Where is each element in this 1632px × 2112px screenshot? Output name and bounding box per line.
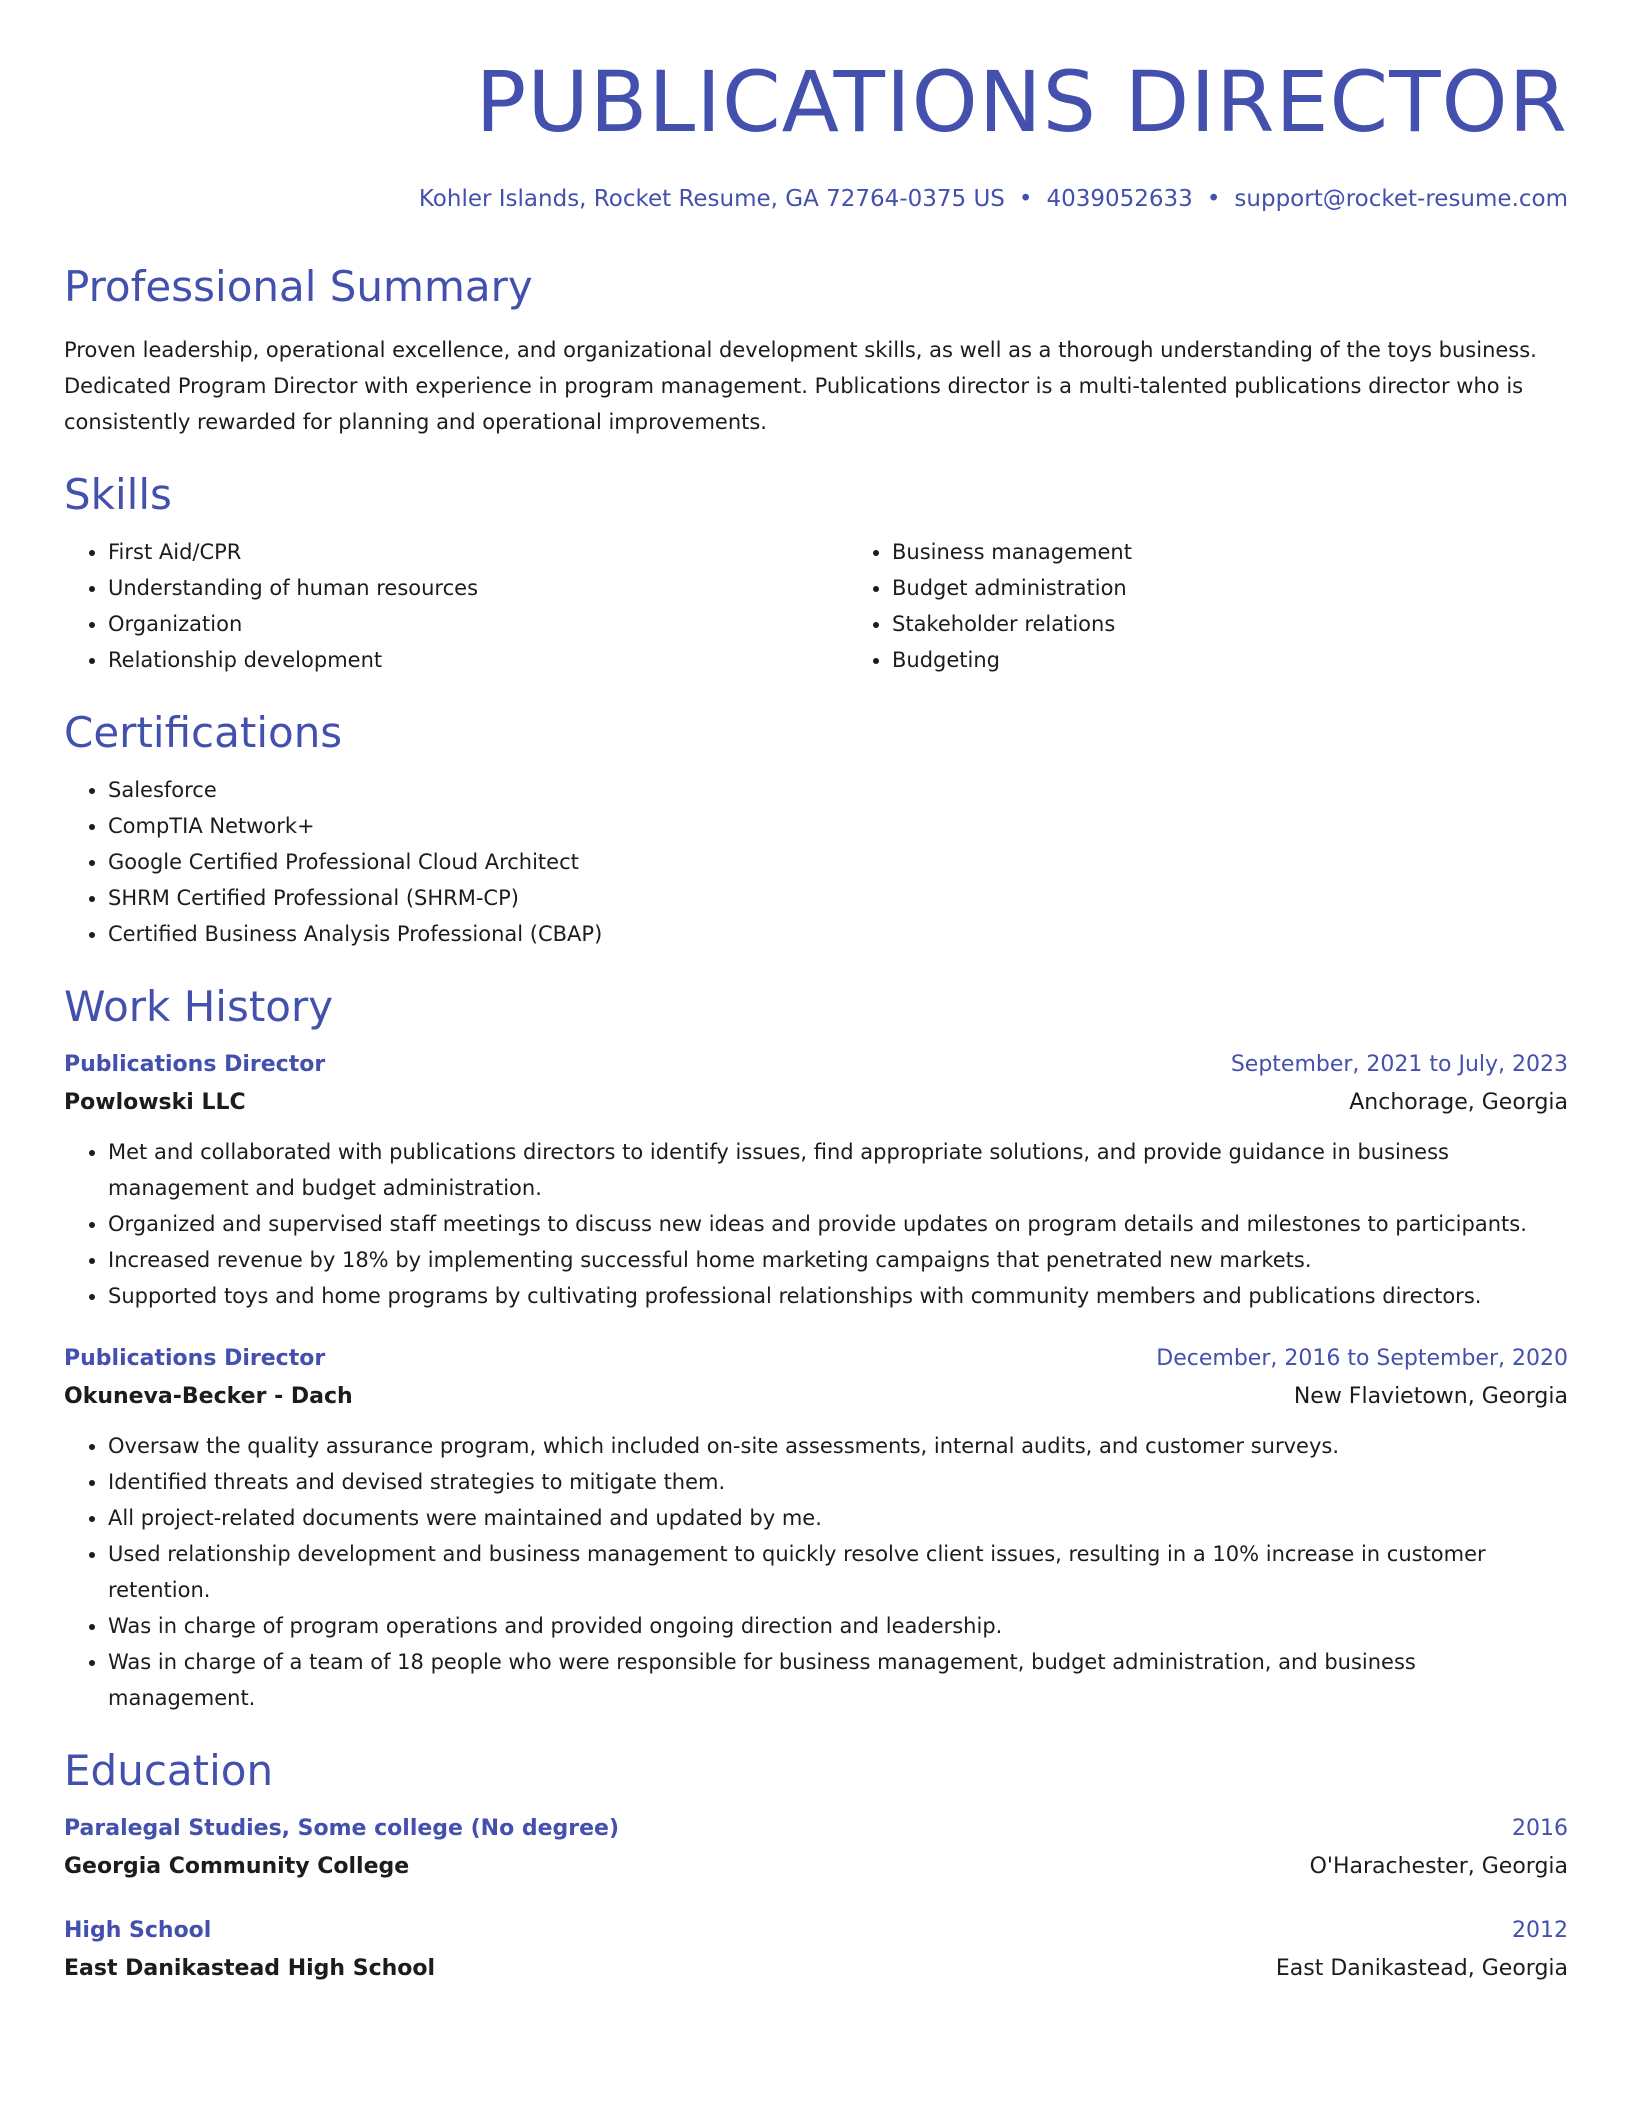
summary-text: Proven leadership, operational excellence, and organizational development skills, as well as a thorough understanding of the toys business. Dedicated Program Director with experience in program management. Publications director is a multi-talented publications director who is consistently rewarded for planning and operational improvements. xyxy=(64,338,1537,434)
page-title: PUBLICATIONS DIRECTOR xyxy=(475,53,1568,151)
education-year: 2012 xyxy=(1512,1918,1568,1943)
job-bullet: • Was in charge of program operations and provided ongoing direction and leadership. xyxy=(108,1608,1568,1644)
contact-phone: 4039052633 xyxy=(1046,186,1193,212)
job-bullet: • All project-related documents were maintained and updated by me. xyxy=(108,1500,1568,1536)
job-bullet: • Supported toys and home programs by cultivating professional relationships with community members and publications directors. xyxy=(108,1278,1568,1314)
education-degree: High School xyxy=(64,1918,212,1943)
certifications-section xyxy=(64,706,1568,952)
resume-header xyxy=(64,0,1568,216)
certifications-heading: Certifications xyxy=(64,708,343,757)
education-degree: Paralegal Studies, Some college (No degree) xyxy=(64,1816,620,1841)
work-history-heading: Work History xyxy=(64,982,334,1031)
job-bullet: • Increased revenue by 18% by implementing successful home marketing campaigns that penetrated new markets. xyxy=(108,1242,1568,1278)
education-entry xyxy=(64,1810,1568,1886)
skills-grid xyxy=(64,534,1568,678)
education-heading: Education xyxy=(64,1746,274,1795)
education-school: Georgia Community College xyxy=(64,1854,410,1879)
certification-item: • CompTIA Network+ xyxy=(108,808,1568,844)
job-bullets xyxy=(64,1134,1568,1314)
skill-item: • Understanding of human resources xyxy=(108,570,848,606)
education-year: 2016 xyxy=(1512,1816,1568,1841)
education-school-row xyxy=(64,1950,1568,1988)
job-dates: December, 2016 to September, 2020 xyxy=(1156,1346,1568,1371)
education-section xyxy=(64,1744,1568,1988)
job-title: Publications Director xyxy=(64,1346,326,1371)
job-bullet: • Was in charge of a team of 18 people who were responsible for business management, budget administration, and business management. xyxy=(108,1644,1568,1716)
job-company-row xyxy=(64,1378,1568,1416)
skill-item: • Budgeting xyxy=(892,642,1132,678)
skill-item: • Budget administration xyxy=(892,570,1132,606)
job-bullet: • Identified threats and devised strategies to mitigate them. xyxy=(108,1464,1568,1500)
certification-item: • Salesforce xyxy=(108,772,1568,808)
contact-separator: • xyxy=(1018,186,1033,212)
job-company: Powlowski LLC xyxy=(64,1090,246,1115)
skill-item: • Organization xyxy=(108,606,848,642)
summary-heading: Professional Summary xyxy=(64,262,533,311)
contact-separator: • xyxy=(1206,186,1221,212)
certifications-list xyxy=(64,772,1568,952)
skill-item: • Business management xyxy=(892,534,1132,570)
job-title-row xyxy=(64,1340,1568,1378)
work-history-section xyxy=(64,980,1568,1716)
job-title-row xyxy=(64,1046,1568,1084)
education-degree-row xyxy=(64,1912,1568,1950)
job-entry xyxy=(64,1340,1568,1716)
job-location: Anchorage, Georgia xyxy=(1349,1090,1568,1115)
job-bullet: • Met and collaborated with publications directors to identify issues, find appropriate solutions, and provide guidance in business management and budget administration. xyxy=(108,1134,1568,1206)
job-company-row xyxy=(64,1084,1568,1122)
job-location: New Flavietown, Georgia xyxy=(1293,1384,1568,1409)
certification-item: • Google Certified Professional Cloud Architect xyxy=(108,844,1568,880)
education-school-row xyxy=(64,1848,1568,1886)
summary-section xyxy=(64,260,1568,440)
certification-item: • SHRM Certified Professional (SHRM-CP) xyxy=(108,880,1568,916)
skill-item: • First Aid/CPR xyxy=(108,534,848,570)
job-bullet: • Organized and supervised staff meetings to discuss new ideas and provide updates on program details and milestones to participants. xyxy=(108,1206,1568,1242)
contact-email[interactable]: support@rocket-resume.com xyxy=(1234,186,1568,212)
skills-section xyxy=(64,468,1568,678)
education-entry xyxy=(64,1912,1568,1988)
job-bullets xyxy=(64,1428,1568,1716)
skills-list-right xyxy=(848,534,1132,678)
job-dates: September, 2021 to July, 2023 xyxy=(1230,1052,1568,1077)
certification-item: • Certified Business Analysis Professional (CBAP) xyxy=(108,916,1568,952)
education-degree-row xyxy=(64,1810,1568,1848)
job-bullet: • Oversaw the quality assurance program, which included on-site assessments, internal audits, and customer surveys. xyxy=(108,1428,1568,1464)
contact-line xyxy=(64,182,1568,216)
contact-address: Kohler Islands, Rocket Resume, GA 72764-0375 US xyxy=(418,186,1005,212)
skills-heading: Skills xyxy=(64,470,172,519)
skills-list-left xyxy=(64,534,848,678)
education-location: East Danikastead, Georgia xyxy=(1275,1956,1568,1981)
job-company: Okuneva-Becker - Dach xyxy=(64,1384,353,1409)
job-title: Publications Director xyxy=(64,1052,326,1077)
education-location: O'Harachester, Georgia xyxy=(1309,1854,1568,1879)
job-entry xyxy=(64,1046,1568,1314)
job-bullet: • Used relationship development and business management to quickly resolve client issues, resulting in a 10% increase in customer retention. xyxy=(108,1536,1568,1608)
education-school: East Danikastead High School xyxy=(64,1956,436,1981)
skill-item: • Relationship development xyxy=(108,642,848,678)
skill-item: • Stakeholder relations xyxy=(892,606,1132,642)
